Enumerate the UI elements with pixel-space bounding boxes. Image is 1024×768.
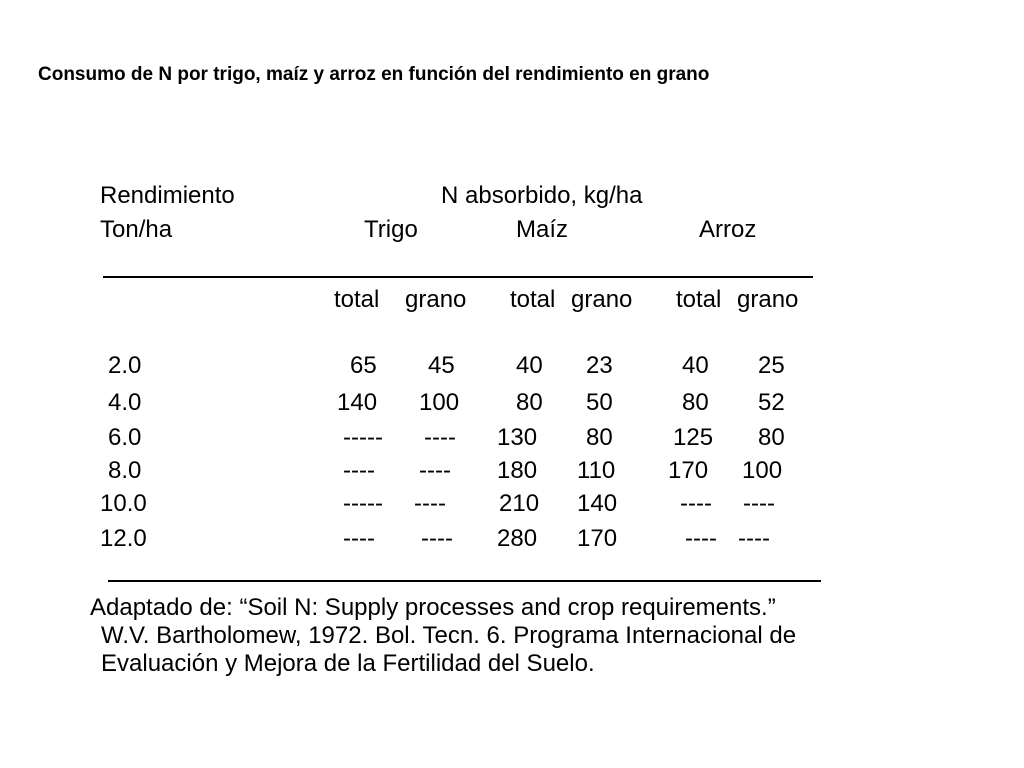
table-cell: ----- <box>343 424 383 451</box>
table-cell: 170 <box>668 457 709 484</box>
table-cell: ---- <box>421 525 453 552</box>
table-cell: 125 <box>673 424 714 451</box>
subheader-trigo-total: total <box>334 286 380 313</box>
subheader-maiz-grano: grano <box>571 286 633 313</box>
header-rendimiento: Rendimiento <box>100 182 235 209</box>
subheader-trigo-grano: grano <box>405 286 467 313</box>
table-top-rule <box>103 276 813 278</box>
table-cell: ---- <box>743 490 775 517</box>
subheader-arroz-grano: grano <box>737 286 799 313</box>
table-cell: 80 <box>758 424 785 451</box>
table-bottom-rule <box>108 580 821 582</box>
table-cell: 40 <box>516 352 543 379</box>
table-cell: 80 <box>682 389 709 416</box>
table-cell: ---- <box>343 457 375 484</box>
table-cell: 140 <box>337 389 378 416</box>
table-cell-rendimiento: 10.0 <box>100 490 147 517</box>
table-cell: 80 <box>586 424 613 451</box>
table-cell: 280 <box>497 525 538 552</box>
table-cell-rendimiento: 12.0 <box>100 525 147 552</box>
header-crop-maiz: Maíz <box>516 216 569 243</box>
table-cell: ---- <box>419 457 451 484</box>
table-cell: 170 <box>577 525 618 552</box>
table-cell: 100 <box>742 457 783 484</box>
table-cell-rendimiento: 2.0 <box>108 352 142 379</box>
table-cell: ----- <box>343 490 383 517</box>
table-cell: 65 <box>350 352 377 379</box>
table-cell: 140 <box>577 490 618 517</box>
table-cell: 25 <box>758 352 785 379</box>
table-cell: 45 <box>428 352 455 379</box>
table-cell: ---- <box>680 490 712 517</box>
slide-title: Consumo de N por trigo, maíz y arroz en función del rendimiento en grano <box>38 64 710 85</box>
table-cell: ---- <box>738 525 770 552</box>
table-cell: ---- <box>343 525 375 552</box>
table-cell-rendimiento: 4.0 <box>108 389 142 416</box>
subheader-maiz-total: total <box>510 286 556 313</box>
table-cell-rendimiento: 8.0 <box>108 457 142 484</box>
header-crop-arroz: Arroz <box>699 216 757 243</box>
table-cell: 40 <box>682 352 709 379</box>
header-crop-trigo: Trigo <box>364 216 418 243</box>
table-cell: 50 <box>586 389 613 416</box>
table-cell: ---- <box>424 424 456 451</box>
header-unit: Ton/ha <box>100 216 173 243</box>
table-cell: 180 <box>497 457 538 484</box>
table-cell: 23 <box>586 352 613 379</box>
table-cell-rendimiento: 6.0 <box>108 424 142 451</box>
table-cell: 210 <box>499 490 540 517</box>
table-cell: 130 <box>497 424 538 451</box>
header-n-absorbido: N absorbido, kg/ha <box>441 182 643 209</box>
table-cell: ---- <box>685 525 717 552</box>
table-cell: 100 <box>419 389 460 416</box>
source-citation-line-2: W.V. Bartholomew, 1972. Bol. Tecn. 6. Programa Internacional de <box>101 622 797 649</box>
source-citation-line-1: Adaptado de: “Soil N: Supply processes and crop requirements.” <box>90 594 776 621</box>
table-cell: 110 <box>577 457 616 484</box>
table-cell: 52 <box>758 389 785 416</box>
source-citation-line-3: Evaluación y Mejora de la Fertilidad del Suelo. <box>101 650 595 677</box>
subheader-arroz-total: total <box>676 286 722 313</box>
table-cell: 80 <box>516 389 543 416</box>
table-cell: ---- <box>414 490 446 517</box>
